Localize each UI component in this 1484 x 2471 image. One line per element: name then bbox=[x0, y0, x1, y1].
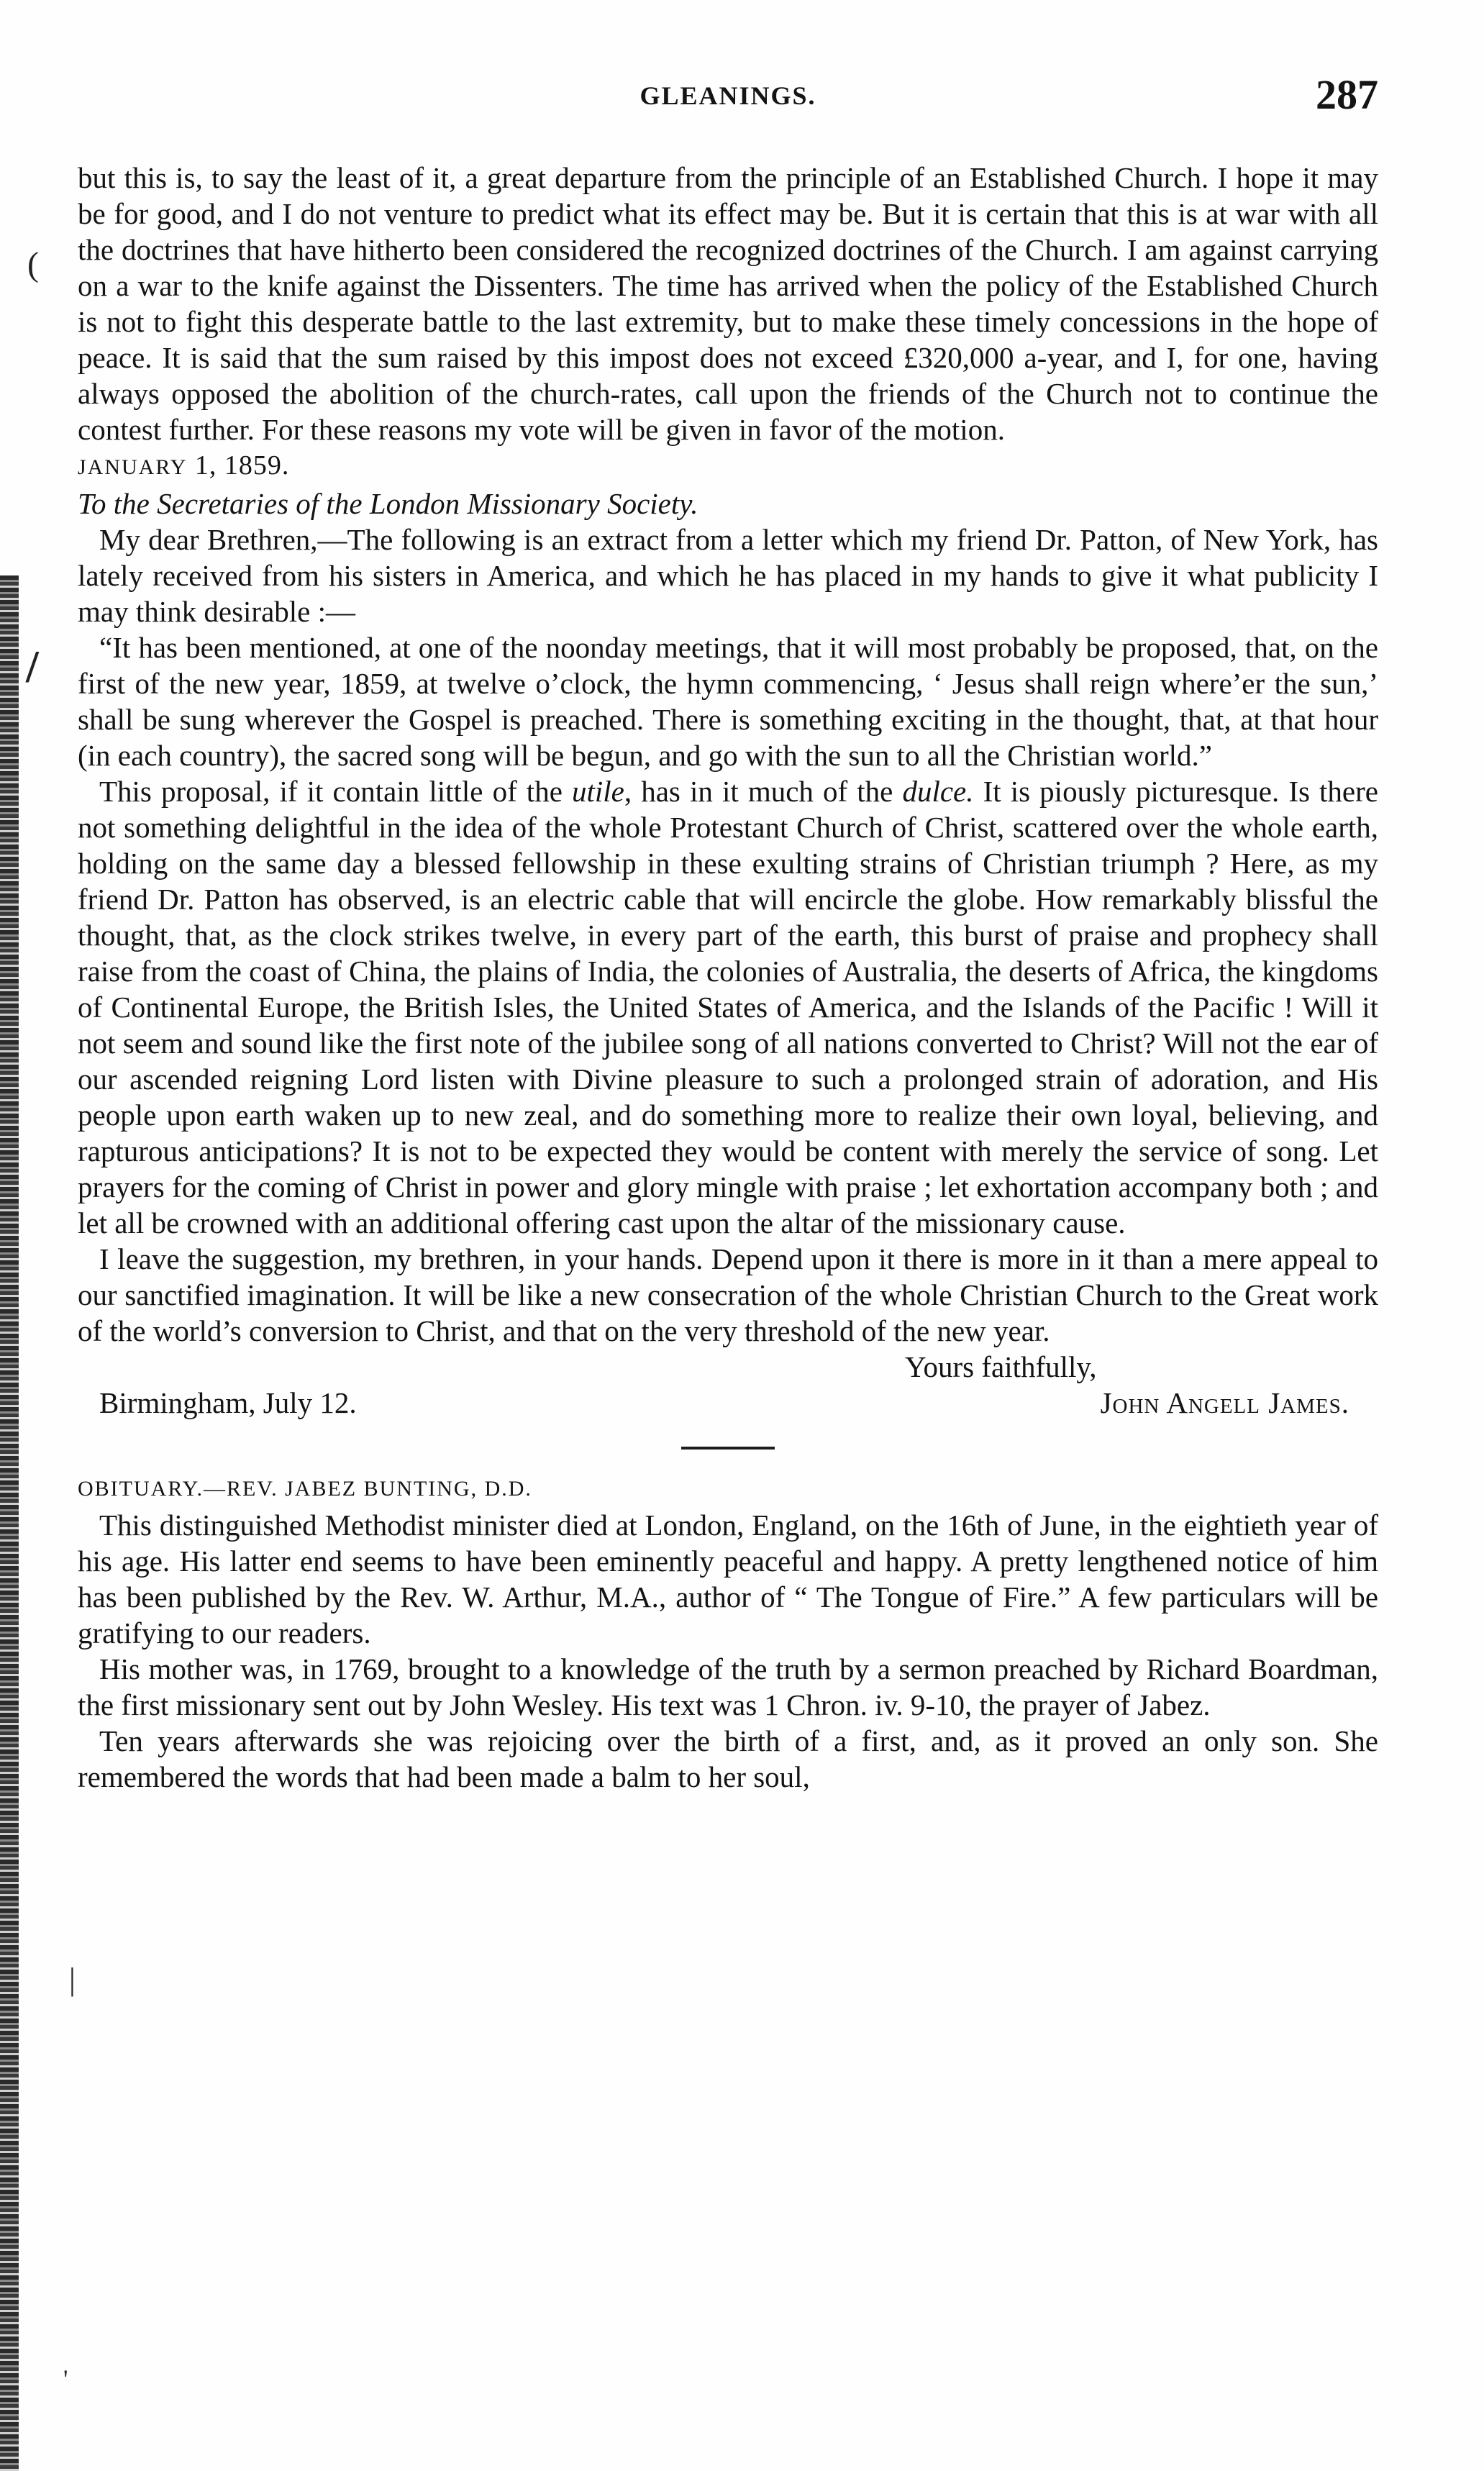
italic-word: utile bbox=[572, 775, 624, 808]
section-divider bbox=[681, 1447, 775, 1450]
text-run: It is piously picturesque. Is there not something delightful in the idea of the whole Protestant Church of Christ, scattered over the whole earth, holding on the same day a blessed fellowship in these exulting strains of Christian triumph ? Here, as my friend Dr. Patton has observed, is an electric cable that will encircle the globe. How remarkably blissful the thought, that, as the clock strikes twelve, in every part of the earth, this burst of praise and prophecy shall raise from the coast of China, the plains of India, the colonies of Australia, the deserts of Africa, the kingdoms of Continental Europe, the British Isles, the United States of America, and the Islands of the Pacific ! Will it not seem and sound like the first note of the jubilee song of all nations converted to Christ? Will not the ear of our ascended reigning Lord listen with Divine pleasure to such a prolonged strain of adoration, and His people upon earth waken up to new zeal, and do something more to realize their own loyal, believing, and rapturous anticipations? It is not to be expected they would be content with merely the service of song. Let prayers for the coming of Christ in power and glory mingle with praise ; let exhortation accompany both ; and let all be crowned with an additional offering cast upon the altar of the missionary cause. bbox=[78, 775, 1378, 1239]
margin-mark: | bbox=[69, 1962, 76, 1997]
signature-row bbox=[78, 1385, 1378, 1421]
letter-address: To the Secretaries of the London Missionary Society. bbox=[78, 487, 698, 520]
margin-mark: / bbox=[26, 641, 39, 692]
letter-paragraph bbox=[78, 773, 1378, 1241]
speech-continuation: but this is, to say the least of it, a great departure from the principle of an Established Church. I hope it may be for good, and I do not venture to predict what its effect may be. But it is certain that this is at war with all the doctrines that have hitherto been considered the recognized doctrines of the Church. I am against carrying on a war to the knife against the Dissenters. The time has arrived when the policy of the Established Church is not to fight this desperate battle to the last extremity, but to make these timely concessions in the hope of peace. It is said that the sum raised by this impost does not exceed £320,000 a-year, and I, for one, having always opposed the abolition of the church-rates, call upon the friends of the Church not to continue the contest further. For these reasons my vote will be given in favor of the motion. bbox=[78, 161, 1378, 446]
letter-date-rest: 1, 1859. bbox=[187, 450, 290, 481]
page-header bbox=[78, 70, 1378, 128]
margin-mark: ( bbox=[27, 245, 39, 283]
page-number: 287 bbox=[1316, 71, 1378, 118]
letter-quote: “It has been mentioned, at one of the noonday meetings, that it will most probably be proposed, that, on the first of the new year, 1859, at twelve o’clock, the hymn commencing, ‘ Jesus shall reign where’er the sun,’ shall be sung wherever the Gospel is preached. There is something exciting in the thought, that, at that hour (in each country), the sacred song will be begun, and go with the sun to all the Christian world.” bbox=[78, 631, 1378, 772]
letter-date bbox=[78, 447, 1378, 486]
letter-paragraph: I leave the suggestion, my brethren, in your hands. Depend upon it there is more in it than a mere appeal to our sanctified imagination. It will be like a new consecration of the whole Christian Church to the Great work of the world’s conversion to Christ, and that on the very threshold of the new year. bbox=[78, 1242, 1378, 1347]
letter-paragraph: My dear Brethren,—The following is an extract from a letter which my friend Dr. Patton, of New York, has lately received from his sisters in America, and which he has placed in my hands to give it what publicity I may think desirable :— bbox=[78, 523, 1378, 628]
obituary-paragraph: Ten years afterwards she was rejoicing over the birth of a first, and, as it proved an only son. She remembered the words that had been made a balm to her soul, bbox=[78, 1724, 1378, 1793]
letter-place-date: Birmingham, July 12. bbox=[99, 1386, 357, 1419]
page-body bbox=[78, 160, 1378, 1795]
text-run: This proposal, if it contain little of the bbox=[99, 775, 572, 808]
binding-edge bbox=[0, 575, 19, 2471]
letter-date-month: JANUARY bbox=[78, 455, 188, 479]
obituary-paragraph: His mother was, in 1769, brought to a knowledge of the truth by a sermon preached by Richard Boardman, the first missionary sent out by John Wesley. His text was 1 Chron. iv. 9-10, the prayer of Jabez. bbox=[78, 1652, 1378, 1721]
letter-closing: Yours faithfully, bbox=[905, 1350, 1097, 1383]
obituary-heading: OBITUARY.—REV. JABEZ BUNTING, D.D. bbox=[78, 1477, 532, 1501]
italic-word: dulce. bbox=[902, 775, 974, 808]
obituary-paragraph: This distinguished Methodist minister died at London, England, on the 16th of June, in the eightieth year of his age. His latter end seems to have been eminently peaceful and happy. A pretty lengthened notice of him has been published by the Rev. W. Arthur, M.A., author of “ The Tongue of Fire.” A few particulars will be gratifying to our readers. bbox=[78, 1508, 1378, 1649]
text-run: , has in it much of the bbox=[624, 775, 903, 808]
margin-mark: ' bbox=[63, 2365, 68, 2393]
letter-signature: John Angell James. bbox=[1100, 1386, 1349, 1419]
running-title: GLEANINGS. bbox=[639, 81, 816, 110]
